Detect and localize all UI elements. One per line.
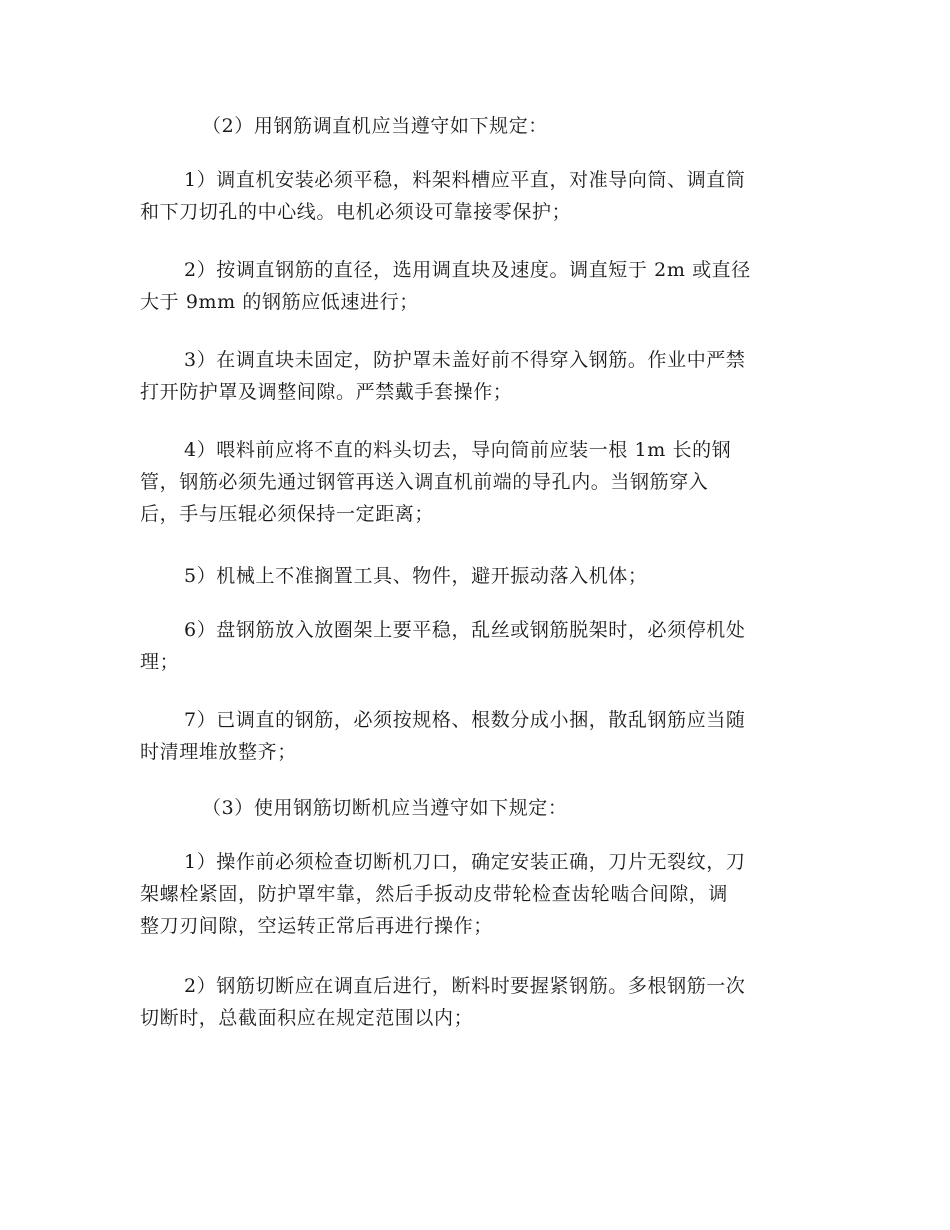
paragraph-item-1b [140,846,810,942]
section-heading-3 [140,792,810,824]
paragraph-item-1 [140,164,810,228]
paragraph-item-6 [140,614,810,678]
text-line: 1）操作前必须检查切断机刀口，确定安装正确，刀片无裂纹，刀 [184,851,746,873]
text-line: 切断时，总截面积应在规定范围以内； [140,1007,474,1029]
text-line: （2）用钢筋调直机应当遵守如下规定： [202,115,548,137]
text-line: 打开防护罩及调整间隙。严禁戴手套操作； [140,381,513,403]
text-line: 大于 9mm 的钢筋应低速进行； [140,291,419,313]
paragraph-item-3 [140,344,810,408]
section-heading-2 [140,110,810,142]
text-line: 整刀刃间隙，空运转正常后再进行操作； [140,915,493,937]
text-line: 7）已调直的钢筋，必须按规格、根数分成小捆，散乱钢筋应当随 [184,709,746,731]
paragraph-item-4 [140,434,810,530]
text-line: 1）调直机安装必须平稳，料架料槽应平直，对准导向筒、调直筒 [184,169,746,191]
paragraph-item-7 [140,704,810,768]
paragraph-item-5 [140,560,810,592]
paragraph-item-2 [140,254,810,318]
text-line: 理； [140,651,180,673]
text-line: 2）按调直钢筋的直径，选用调直块及速度。调直短于 2m 或直径 [184,259,751,281]
text-line: 管，钢筋必须先通过钢管再送入调直机前端的导孔内。当钢筋穿入 [140,471,709,493]
text-line: 和下刀切孔的中心线。电机必须设可靠接零保护； [140,201,572,223]
text-line: 4）喂料前应将不直的料头切去，导向筒前应装一根 1m 长的钢 [184,439,732,461]
text-line: 架螺栓紧固，防护罩牢靠，然后手扳动皮带轮检查齿轮啮合间隙，调 [140,883,729,905]
paragraph-item-2b [140,970,810,1034]
text-line: 时清理堆放整齐； [140,741,297,763]
text-line: （3）使用钢筋切断机应当遵守如下规定： [202,797,568,819]
text-line: 5）机械上不准搁置工具、物件，避开振动落入机体； [184,565,648,587]
text-line: 3）在调直块未固定，防护罩未盖好前不得穿入钢筋。作业中严禁 [184,349,746,371]
text-line: 2）钢筋切断应在调直后进行，断料时要握紧钢筋。多根钢筋一次 [184,975,746,997]
text-line: 6）盘钢筋放入放圈架上要平稳，乱丝或钢筋脱架时，必须停机处 [184,619,746,641]
text-line: 后，手与压辊必须保持一定距离； [140,503,435,525]
